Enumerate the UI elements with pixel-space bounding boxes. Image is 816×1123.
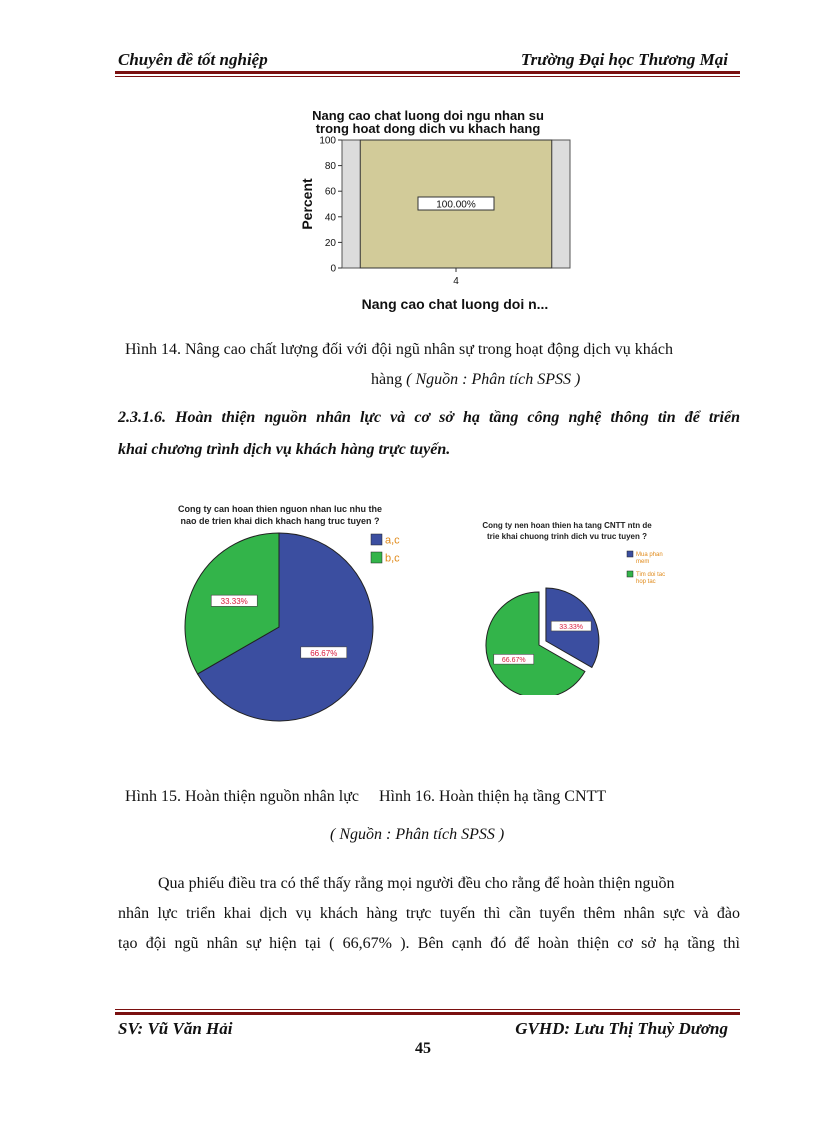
chart16-title-line2: trie khai chuong trinh dich vu truc tuyen ? <box>486 532 648 541</box>
footer-rule-thick <box>115 1012 740 1015</box>
paragraph-line2: nhân lực triển khai dịch vụ khách hàng trực tuyến thì cần tuyển thêm nhân sực và đào <box>118 905 740 922</box>
chart15-title-line2: nao de trien khai dich khach hang truc tuyen ? <box>180 516 380 526</box>
bar-series <box>360 140 552 268</box>
header-rule-thick <box>115 71 740 74</box>
legend-label: Tim doi tac <box>636 572 666 579</box>
y-axis-label: Percent <box>299 178 315 230</box>
legend <box>371 534 400 564</box>
y-axis <box>319 136 342 275</box>
x-axis <box>453 268 459 287</box>
footer-right: GVHD: Lưu Thị Thuỳ Dương <box>515 1019 728 1038</box>
slice-label: 66.67% <box>501 657 526 665</box>
chart14-title-line2: trong hoat dong dich vu khach hang <box>315 121 541 136</box>
pie-slices <box>185 533 373 721</box>
header-right: Trường Đại học Thương Mại <box>520 50 728 69</box>
legend-swatch <box>627 571 633 577</box>
legend <box>627 551 665 585</box>
figure14-caption: Hình 14. Nâng cao chất lượng đối với đội ngũ nhân sự trong hoạt động dịch vụ khách <box>125 341 673 358</box>
chart14-title-line1: Nang cao chat luong doi ngu nhan su <box>312 108 544 123</box>
slice-label: 33.33% <box>559 624 584 632</box>
figure16-pie-chart <box>462 515 682 695</box>
section-heading-line2: khai chương trình dịch vụ khách hàng trực tuyến. <box>118 441 451 458</box>
figure15-pie-chart <box>165 500 435 725</box>
y-tick-label: 0 <box>330 263 336 275</box>
x-axis-label: Nang cao chat luong doi n... <box>361 296 549 312</box>
page-number: 45 <box>415 1040 431 1057</box>
x-tick-label: 4 <box>453 276 459 287</box>
y-tick-label: 20 <box>324 237 336 249</box>
figure14-caption-word: hàng <box>371 371 407 388</box>
y-tick-label: 40 <box>324 212 336 224</box>
legend-swatch <box>371 534 382 545</box>
pie-slices <box>486 588 599 695</box>
figure14-caption-line2 <box>371 371 580 389</box>
legend-label: b,c <box>385 552 400 565</box>
figure15-16-source: ( Nguồn : Phân tích SPSS ) <box>330 826 505 843</box>
chart16-title-line1: Cong ty nen hoan thien ha tang CNTT ntn de <box>482 521 652 530</box>
legend-swatch <box>627 551 633 557</box>
figure14-source: ( Nguồn : Phân tích SPSS ) <box>406 371 581 388</box>
legend-swatch <box>371 552 382 563</box>
slice-label: 66.67% <box>310 648 338 658</box>
chart15-title-line1: Cong ty can hoan thien nguon nhan luc nhu the <box>178 504 382 514</box>
legend-label: hop tac <box>636 579 656 586</box>
footer-left: SV: Vũ Văn Hải <box>118 1019 233 1038</box>
y-tick-label: 100 <box>319 135 336 147</box>
legend-label: mem <box>636 559 650 566</box>
paragraph-line3: tạo đội ngũ nhân sự hiện tại ( 66,67% ). Bên cạnh đó để hoàn thiện cơ sở hạ tầng thì <box>118 935 740 952</box>
figure14-bar-chart <box>290 105 580 317</box>
paragraph-line1: Qua phiếu điều tra có thể thấy rằng mọi người đều cho rằng để hoàn thiện nguồn <box>158 875 675 892</box>
legend-label: Mua phan <box>636 552 663 559</box>
legend-label: a,c <box>385 534 400 547</box>
header-left: Chuyên đề tốt nghiệp <box>118 50 268 69</box>
y-tick-label: 60 <box>324 186 336 198</box>
footer-rule-thin <box>115 1009 740 1010</box>
y-tick-label: 80 <box>324 161 336 173</box>
header-rule-thin <box>115 76 740 77</box>
slice-label: 33.33% <box>220 597 248 607</box>
bar-value-label: 100.00% <box>436 199 476 211</box>
section-heading-line1: 2.3.1.6. Hoàn thiện nguồn nhân lực và cơ sở hạ tầng công nghệ thông tin để triển <box>118 409 740 426</box>
figure15-16-caption: Hình 15. Hoàn thiện nguồn nhân lực Hình 16. Hoàn thiện hạ tầng CNTT <box>125 788 607 805</box>
